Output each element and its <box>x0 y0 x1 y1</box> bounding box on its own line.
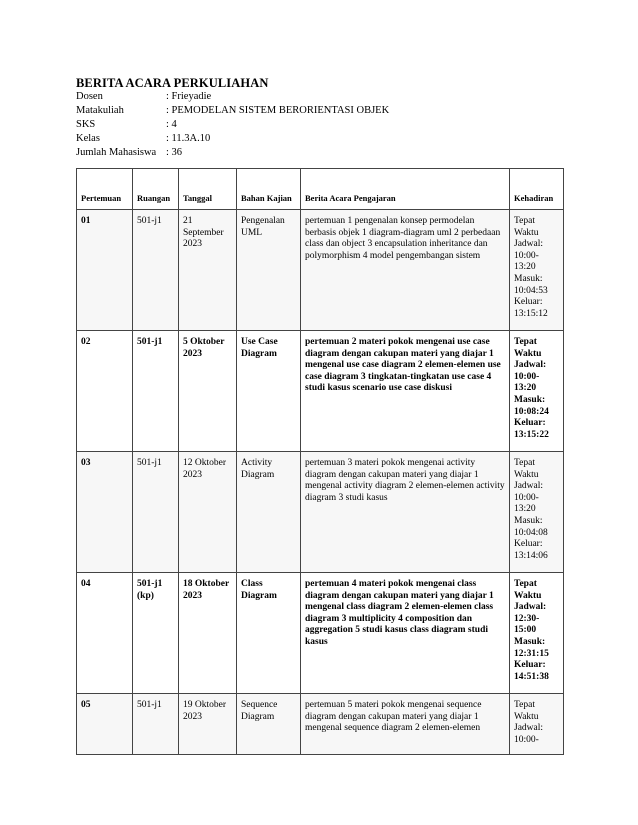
col-header-bahan-kajian: Bahan Kajian <box>237 169 301 210</box>
info-label: Dosen <box>76 91 103 102</box>
info-label: SKS <box>76 119 96 130</box>
cell-bahan-kajian: Sequence Diagram <box>237 694 301 755</box>
info-value: : Frieyadie <box>166 91 212 102</box>
cell-berita-acara: pertemuan 1 pengenalan konsep permodelan berbasis objek 1 diagram-diagram uml 2 perbedaan class dan object 3 encapsulation inheritance dan polymorphism 4 model pengembangan sistem <box>301 210 510 331</box>
table-row <box>77 573 564 694</box>
table-row <box>77 210 564 331</box>
col-header-tanggal: Tanggal <box>179 169 237 210</box>
col-header-ruangan: Ruangan <box>133 169 179 210</box>
cell-berita-acara: pertemuan 3 materi pokok mengenai activity diagram dengan cakupan materi yang diajar 1 mengenal activity diagram 2 elemen-elemen activity diagram 3 studi kasus <box>301 452 510 573</box>
cell-pertemuan: 05 <box>77 694 133 755</box>
cell-berita-acara: pertemuan 4 materi pokok mengenai class diagram dengan cakupan materi yang diajar 1 mengenal class diagram 2 elemen-elemen class diagram 3 multiplicity 4 composition dan aggregation 5 studi kasus class diagram studi kasus <box>301 573 510 694</box>
cell-berita-acara: pertemuan 2 materi pokok mengenai use case diagram dengan cakupan materi yang diajar 1 mengenal use case diagram 2 elemen-elemen use case diagram 3 tingkatan-tingkatan use case 4 studi kasus scenario use case diskusi <box>301 331 510 452</box>
cell-kehadiran: Tepat Waktu Jadwal: 10:00-13:20 Masuk: 10:04:53 Keluar: 13:15:12 <box>510 210 564 331</box>
cell-bahan-kajian: Pengenalan UML <box>237 210 301 331</box>
info-value: : 11.3A.10 <box>166 133 211 144</box>
info-label: Jumlah Mahasiswa <box>76 147 157 158</box>
cell-ruangan: 501-j1 (kp) <box>133 573 179 694</box>
info-value: : PEMODELAN SISTEM BERORIENTASI OBJEK <box>166 105 390 116</box>
cell-pertemuan: 01 <box>77 210 133 331</box>
info-row-matakuliah <box>76 104 563 118</box>
cell-ruangan: 501-j1 <box>133 210 179 331</box>
cell-bahan-kajian: Class Diagram <box>237 573 301 694</box>
cell-pertemuan: 02 <box>77 331 133 452</box>
course-info <box>76 90 563 160</box>
cell-tanggal: 18 Oktober 2023 <box>179 573 237 694</box>
cell-pertemuan: 03 <box>77 452 133 573</box>
info-row-dosen <box>76 90 563 104</box>
info-label: Matakuliah <box>76 105 124 116</box>
cell-pertemuan: 04 <box>77 573 133 694</box>
page-title: BERITA ACARA PERKULIAHAN <box>76 76 269 90</box>
table-row <box>77 694 564 755</box>
col-header-pertemuan: Pertemuan <box>77 169 133 210</box>
table-row <box>77 452 564 573</box>
cell-kehadiran: Tepat Waktu Jadwal: 10:00-13:20 Masuk: 10:04:08 Keluar: 13:14:06 <box>510 452 564 573</box>
report-header <box>76 76 563 160</box>
cell-ruangan: 501-j1 <box>133 452 179 573</box>
col-header-kehadiran: Kehadiran <box>510 169 564 210</box>
cell-berita-acara: pertemuan 5 materi pokok mengenai sequence diagram dengan cakupan materi yang diajar 1 mengenal sequence diagram 2 elemen-elemen <box>301 694 510 755</box>
table-row <box>77 331 564 452</box>
table-header-row <box>77 169 564 210</box>
cell-kehadiran: Tepat Waktu Jadwal: 10:00- <box>510 694 564 755</box>
cell-kehadiran: Tepat Waktu Jadwal: 10:00-13:20 Masuk: 10:08:24 Keluar: 13:15:22 <box>510 331 564 452</box>
info-row-sks <box>76 118 563 132</box>
info-value: : 36 <box>166 147 183 158</box>
info-value: : 4 <box>166 119 177 130</box>
cell-tanggal: 12 Oktober 2023 <box>179 452 237 573</box>
info-label: Kelas <box>76 133 100 144</box>
info-row-jumlah-mahasiswa <box>76 146 563 160</box>
cell-ruangan: 501-j1 <box>133 331 179 452</box>
cell-kehadiran: Tepat Waktu Jadwal: 12:30-15:00 Masuk: 12:31:15 Keluar: 14:51:38 <box>510 573 564 694</box>
cell-ruangan: 501-j1 <box>133 694 179 755</box>
cell-bahan-kajian: Use Case Diagram <box>237 331 301 452</box>
cell-bahan-kajian: Activity Diagram <box>237 452 301 573</box>
col-header-berita-acara: Berita Acara Pengajaran <box>301 169 510 210</box>
cell-tanggal: 21 September 2023 <box>179 210 237 331</box>
cell-tanggal: 19 Oktober 2023 <box>179 694 237 755</box>
info-row-kelas <box>76 132 563 146</box>
attendance-table <box>76 168 564 755</box>
cell-tanggal: 5 Oktober 2023 <box>179 331 237 452</box>
